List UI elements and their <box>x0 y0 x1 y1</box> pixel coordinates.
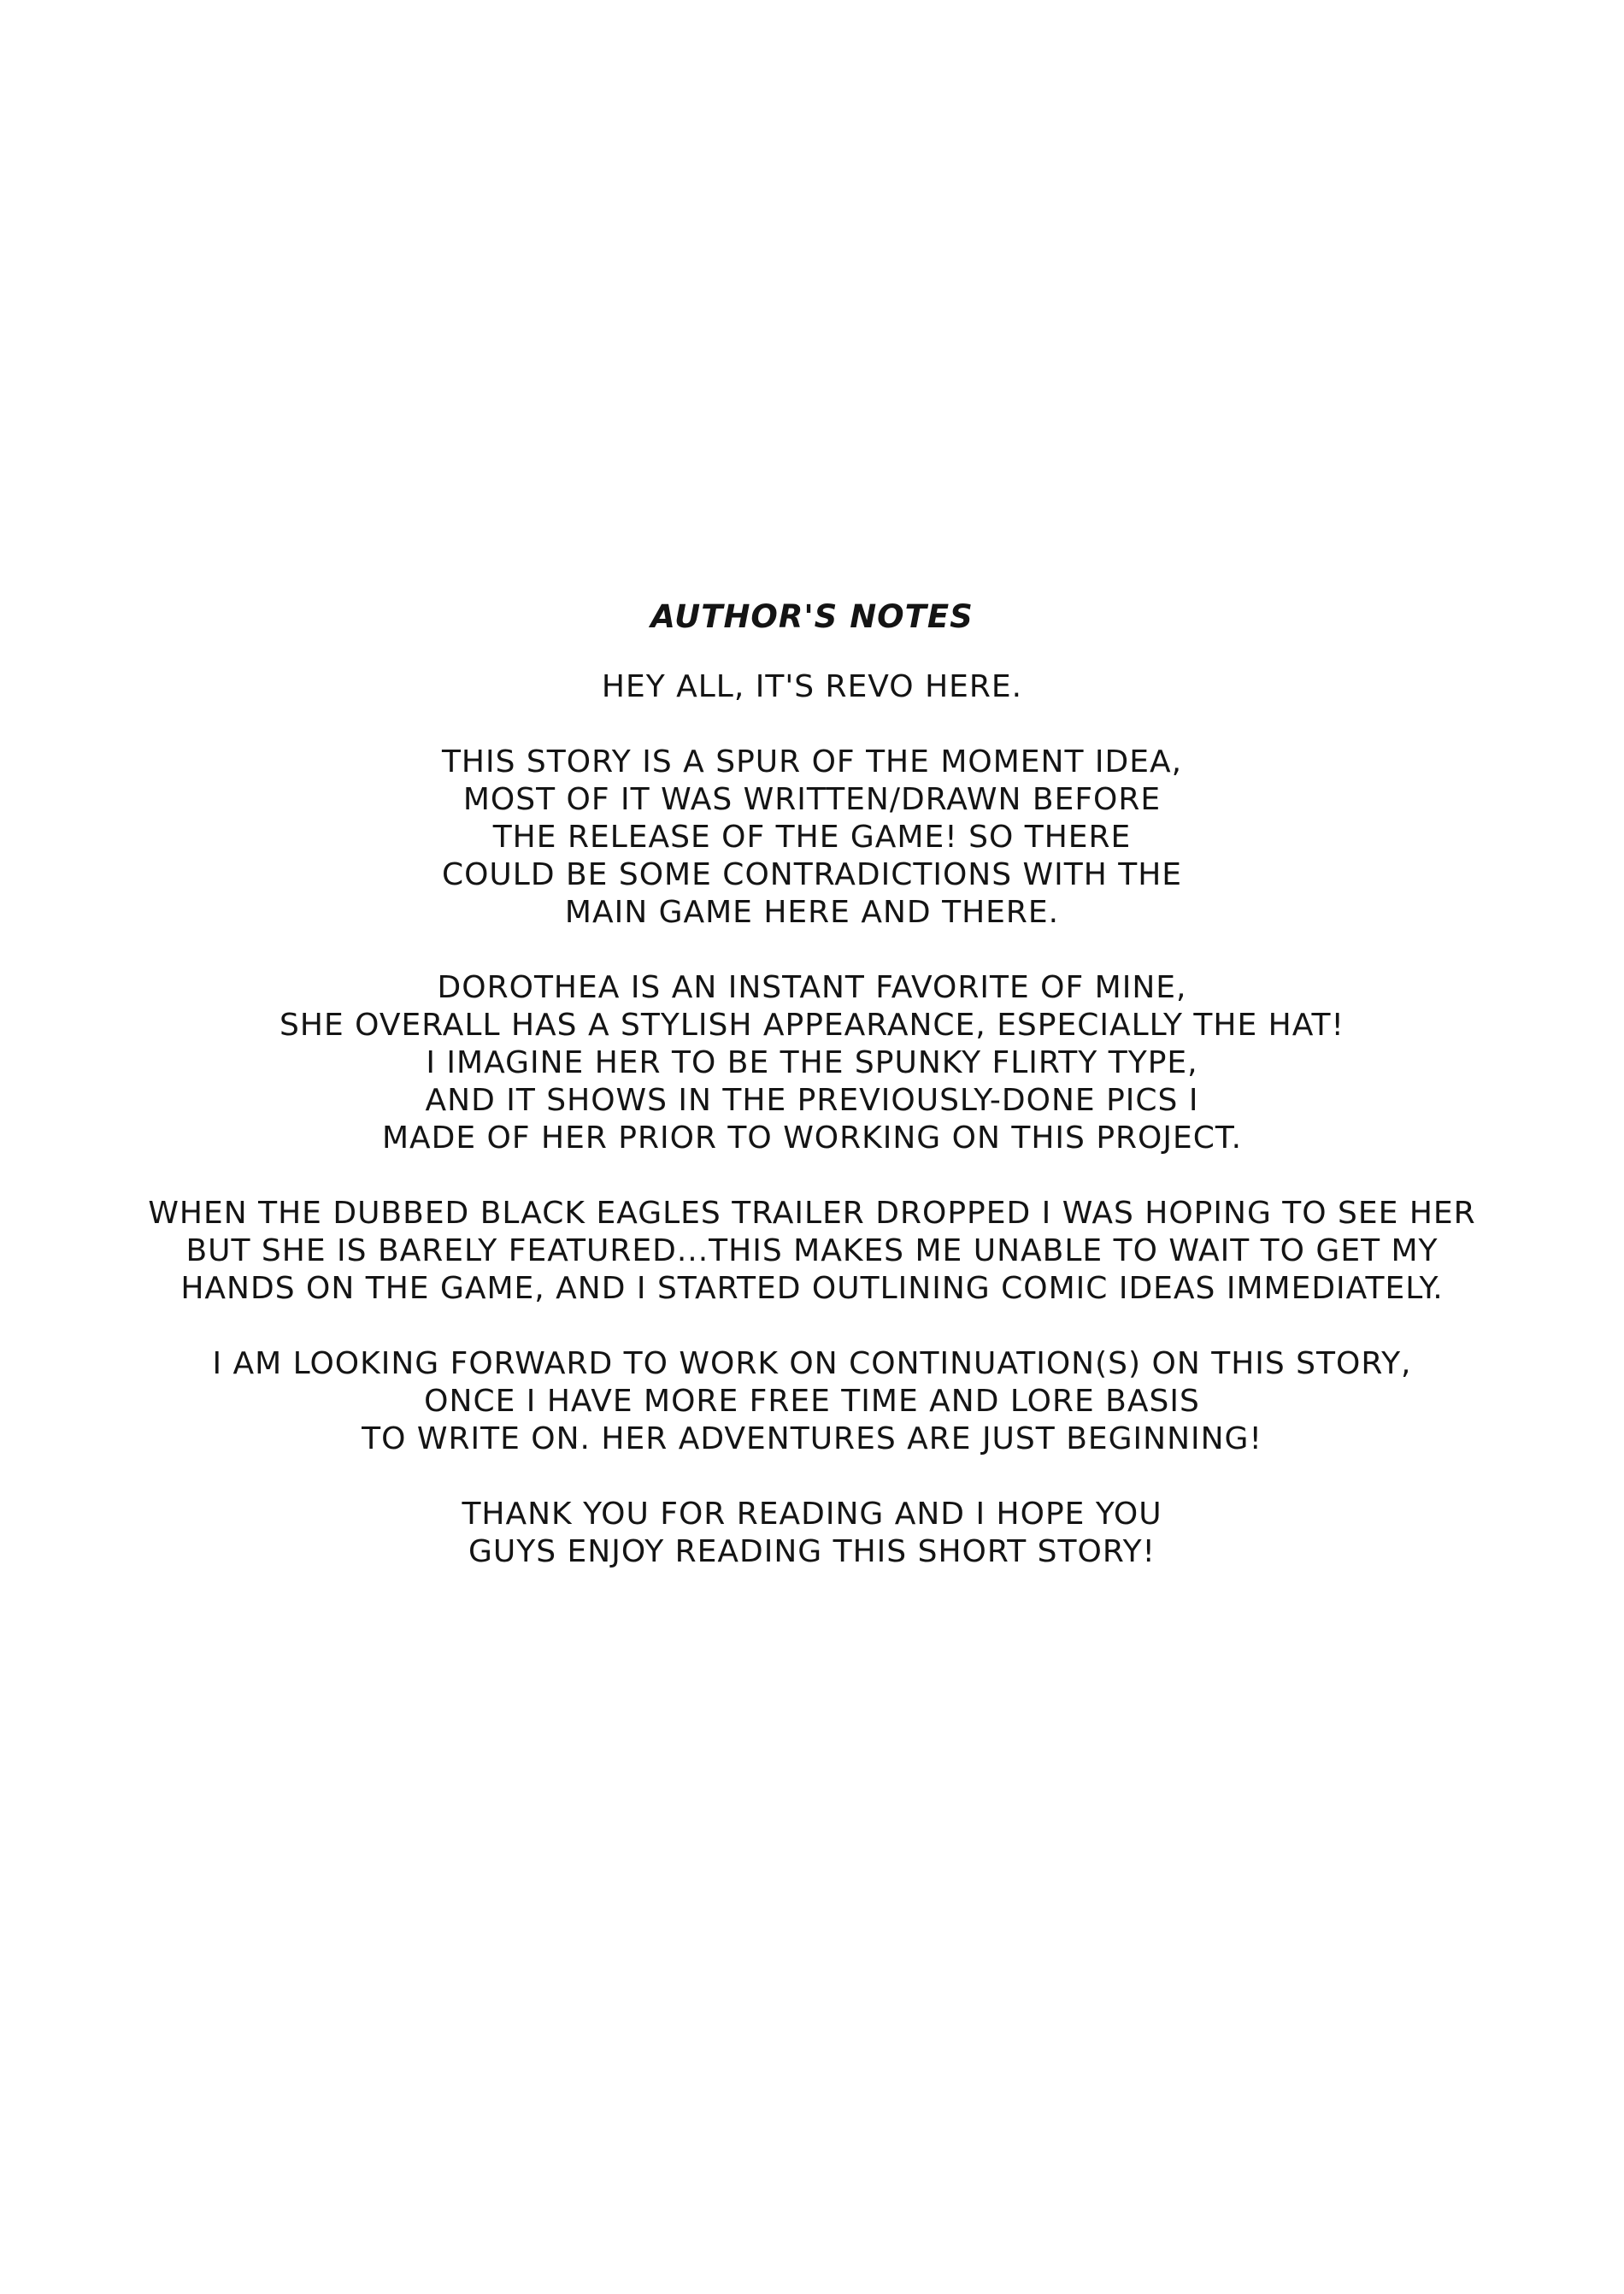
text-line: I IMAGINE HER TO BE THE SPUNKY FLIRTY TYPE, <box>426 1045 1198 1080</box>
text-line: THIS STORY IS A SPUR OF THE MOMENT IDEA, <box>441 744 1183 779</box>
notes-paragraph <box>43 1496 1581 1571</box>
text-line: HEY ALL, IT'S REVO HERE. <box>601 669 1023 704</box>
text-line: SHE OVERALL HAS A STYLISH APPEARANCE, ESPECIALLY THE HAT! <box>279 1008 1345 1043</box>
text-line: THE RELEASE OF THE GAME! SO THERE <box>492 820 1132 855</box>
notes-title: AUTHOR'S NOTES <box>650 598 974 635</box>
text-line: HANDS ON THE GAME, AND I STARTED OUTLINING COMIC IDEAS IMMEDIATELY. <box>180 1271 1444 1306</box>
text-line: GUYS ENJOY READING THIS SHORT STORY! <box>468 1534 1156 1569</box>
text-line: MOST OF IT WAS WRITTEN/DRAWN BEFORE <box>462 782 1162 817</box>
notes-paragraph <box>43 969 1581 1157</box>
text-line: TO WRITE ON. HER ADVENTURES ARE JUST BEGINNING! <box>362 1421 1262 1456</box>
text-line: MADE OF HER PRIOR TO WORKING ON THIS PROJECT. <box>381 1121 1243 1156</box>
text-line: MAIN GAME HERE AND THERE. <box>564 895 1060 930</box>
text-line: I AM LOOKING FORWARD TO WORK ON CONTINUATION(S) ON THIS STORY, <box>212 1346 1412 1381</box>
text-line: COULD BE SOME CONTRADICTIONS WITH THE <box>441 857 1183 892</box>
text-line: WHEN THE DUBBED BLACK EAGLES TRAILER DROPPED I WAS HOPING TO SEE HER <box>148 1196 1476 1231</box>
notes-paragraph <box>43 668 1581 706</box>
notes-paragraph <box>43 1345 1581 1458</box>
text-line: DOROTHEA IS AN INSTANT FAVORITE OF MINE, <box>437 970 1187 1005</box>
authors-notes <box>43 598 1581 1609</box>
text-line: AND IT SHOWS IN THE PREVIOUSLY-DONE PICS I <box>425 1083 1199 1118</box>
text-line: ONCE I HAVE MORE FREE TIME AND LORE BASIS <box>424 1384 1200 1419</box>
text-line: BUT SHE IS BARELY FEATURED...THIS MAKES ME UNABLE TO WAIT TO GET MY <box>185 1233 1439 1268</box>
text-line: THANK YOU FOR READING AND I HOPE YOU <box>462 1497 1162 1532</box>
notes-paragraph <box>43 744 1581 932</box>
notes-paragraph <box>43 1195 1581 1308</box>
